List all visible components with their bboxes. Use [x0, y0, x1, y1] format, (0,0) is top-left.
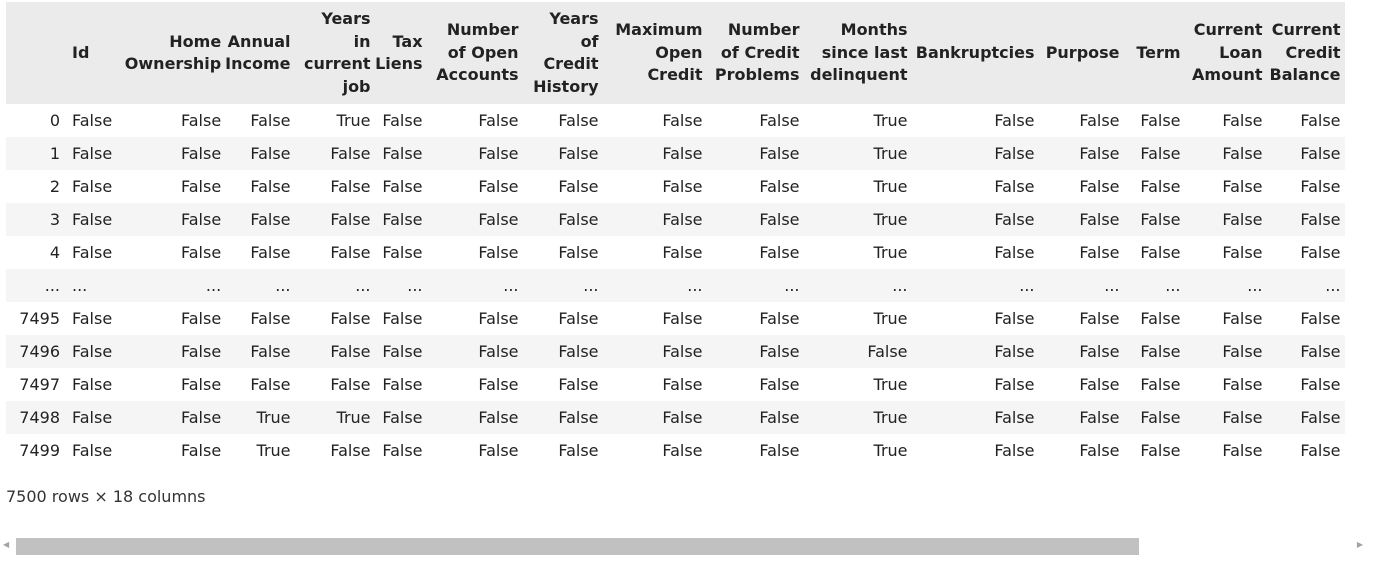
- table-cell: False: [382, 210, 423, 229]
- table-cell: False: [558, 441, 599, 460]
- table-cell: False: [759, 375, 800, 394]
- table-cell: ...: [1325, 276, 1341, 295]
- table-cell: False: [1222, 342, 1263, 361]
- column-header: [804, 2, 912, 104]
- row-index-cell: 1: [49, 144, 60, 163]
- column-header: [707, 2, 804, 104]
- column-header: [1124, 2, 1185, 104]
- table-cell: False: [382, 309, 423, 328]
- table-cell: True: [873, 309, 908, 328]
- table-cell: False: [994, 177, 1035, 196]
- table-cell: True: [873, 375, 908, 394]
- table-header: [6, 2, 1345, 104]
- table-row: [6, 104, 1345, 137]
- table-cell: False: [1300, 342, 1341, 361]
- table-cell: ...: [355, 276, 371, 295]
- table-cell: True: [873, 243, 908, 262]
- table-cell: False: [1079, 243, 1120, 262]
- row-index-cell: 7498: [19, 408, 60, 427]
- table-row: [6, 335, 1345, 368]
- table-cell: False: [250, 111, 291, 130]
- table-body: [6, 104, 1345, 467]
- table-cell: False: [181, 210, 222, 229]
- table-cell: False: [250, 243, 291, 262]
- table-cell: ...: [1165, 276, 1181, 295]
- table-cell: False: [1222, 441, 1263, 460]
- table-cell: False: [1140, 375, 1181, 394]
- column-header-line: Years: [549, 9, 599, 28]
- table-cell: True: [336, 408, 371, 427]
- table-cell: False: [1222, 111, 1263, 130]
- table-cell: False: [181, 243, 222, 262]
- table-cell: False: [382, 375, 423, 394]
- table-cell: False: [330, 177, 371, 196]
- table-cell: False: [72, 144, 113, 163]
- column-header: [1039, 2, 1124, 104]
- table-cell: False: [1140, 111, 1181, 130]
- table-cell: False: [478, 441, 519, 460]
- table-cell: True: [256, 408, 291, 427]
- table-cell: False: [759, 342, 800, 361]
- table-cell: True: [873, 210, 908, 229]
- table-cell: True: [873, 408, 908, 427]
- table-cell: False: [994, 342, 1035, 361]
- table-cell: False: [1300, 177, 1341, 196]
- table-cell: False: [181, 111, 222, 130]
- table-cell: False: [1140, 408, 1181, 427]
- table-cell: False: [382, 144, 423, 163]
- table-cell: False: [330, 441, 371, 460]
- table-cell: False: [662, 342, 703, 361]
- table-cell: False: [1079, 375, 1120, 394]
- column-header-line: of: [580, 31, 599, 51]
- table-cell: ...: [1247, 276, 1263, 295]
- table-cell: False: [1140, 441, 1181, 460]
- table-cell: False: [72, 342, 113, 361]
- row-index-cell: 3: [49, 210, 60, 229]
- table-cell: False: [181, 144, 222, 163]
- table-cell: False: [867, 342, 908, 361]
- table-cell: False: [1222, 243, 1263, 262]
- table-cell: False: [994, 243, 1035, 262]
- table-cell: False: [382, 408, 423, 427]
- table-cell: False: [662, 111, 703, 130]
- table-cell: False: [181, 177, 222, 196]
- scroll-left-arrow-icon[interactable]: ◀: [3, 540, 10, 549]
- column-header-line: Loan: [1219, 42, 1263, 62]
- column-header: [225, 2, 294, 104]
- table-cell: False: [759, 177, 800, 196]
- table-cell: False: [478, 342, 519, 361]
- column-header-line: current: [303, 54, 371, 73]
- table-cell: False: [558, 342, 599, 361]
- table-cell: ...: [503, 276, 519, 295]
- column-header-line: Months: [840, 20, 908, 40]
- column-header-line: Problems: [714, 65, 800, 85]
- table-cell: False: [558, 375, 599, 394]
- column-header: [375, 2, 427, 104]
- column-header-line: job: [342, 76, 371, 96]
- table-cell: ...: [1019, 276, 1035, 295]
- table-cell: False: [1079, 144, 1120, 163]
- table-cell: False: [1300, 441, 1341, 460]
- column-header: [603, 2, 707, 104]
- table-cell: False: [1140, 243, 1181, 262]
- table-cell: False: [558, 111, 599, 130]
- table-cell: False: [759, 243, 800, 262]
- column-header: [523, 2, 603, 104]
- table-cell: False: [994, 144, 1035, 163]
- column-header-line: Number: [727, 20, 800, 40]
- table-cell: False: [662, 408, 703, 427]
- table-cell: ...: [205, 276, 222, 295]
- table-cell: False: [478, 144, 519, 163]
- row-index-cell: 7495: [19, 309, 60, 328]
- table-cell: False: [662, 243, 703, 262]
- column-header-line: Ownership: [124, 54, 222, 73]
- column-header-line: Current: [1271, 20, 1341, 40]
- row-index-cell: 2: [49, 177, 60, 196]
- table-cell: False: [759, 309, 800, 328]
- table-cell: False: [72, 243, 113, 262]
- column-header-line: Years: [321, 9, 371, 28]
- table-cell: False: [1222, 210, 1263, 229]
- table-cell: False: [382, 177, 423, 196]
- horizontal-scrollbar[interactable]: [0, 534, 1379, 558]
- table-cell: False: [250, 144, 291, 163]
- table-cell: ...: [687, 276, 703, 295]
- column-header-line: of Credit: [720, 42, 800, 62]
- table-cell: False: [1222, 177, 1263, 196]
- table-cell: False: [994, 408, 1035, 427]
- table-cell: False: [72, 375, 113, 394]
- table-row: [6, 236, 1345, 269]
- table-cell: False: [330, 375, 371, 394]
- column-header: [427, 2, 523, 104]
- table-cell: False: [1222, 309, 1263, 328]
- table-cell: False: [478, 177, 519, 196]
- column-header-line: Liens: [375, 54, 423, 73]
- table-cell: False: [1300, 210, 1341, 229]
- table-cell: False: [558, 144, 599, 163]
- table-cell: False: [994, 210, 1035, 229]
- table-cell: False: [181, 375, 222, 394]
- column-header-line: Credit: [647, 65, 703, 85]
- table-row: [6, 137, 1345, 170]
- table-cell: ...: [583, 276, 599, 295]
- table-cell: False: [1079, 177, 1120, 196]
- column-header-line: Id: [72, 42, 90, 62]
- table-cell: False: [558, 243, 599, 262]
- column-header-line: Income: [225, 54, 291, 73]
- table-cell: False: [1300, 111, 1341, 130]
- table-row: [6, 434, 1345, 467]
- table-cell: False: [478, 375, 519, 394]
- row-index-cell: 7496: [19, 342, 60, 361]
- table-cell: True: [873, 177, 908, 196]
- table-cell: False: [72, 309, 113, 328]
- column-header-line: in: [353, 31, 371, 51]
- table-cell: ...: [72, 276, 88, 295]
- table-row: [6, 203, 1345, 236]
- table-cell: False: [1300, 309, 1341, 328]
- table-cell: False: [1140, 144, 1181, 163]
- table-cell: False: [558, 408, 599, 427]
- column-header-line: Current: [1193, 20, 1263, 40]
- table-cell: False: [759, 210, 800, 229]
- table-cell: False: [382, 243, 423, 262]
- column-header-line: delinquent: [810, 65, 908, 85]
- table-cell: False: [994, 111, 1035, 130]
- table-cell: ...: [892, 276, 908, 295]
- table-cell: False: [994, 375, 1035, 394]
- column-header-line: Open: [655, 42, 703, 62]
- column-header-line: Term: [1136, 42, 1181, 62]
- table-cell: False: [558, 210, 599, 229]
- table-cell: False: [662, 210, 703, 229]
- column-header-line: since last: [821, 42, 908, 62]
- column-header-line: Annual: [227, 31, 291, 51]
- table-cell: False: [72, 177, 113, 196]
- column-header-line: Credit: [1285, 42, 1341, 62]
- column-header-line: Home: [169, 31, 222, 51]
- table-cell: ...: [1104, 276, 1120, 295]
- table-cell: False: [759, 441, 800, 460]
- table-cell: False: [382, 441, 423, 460]
- table-cell: False: [1079, 111, 1120, 130]
- table-cell: False: [1300, 144, 1341, 163]
- table-cell: False: [1079, 408, 1120, 427]
- table-cell: False: [558, 309, 599, 328]
- table-cell: False: [662, 177, 703, 196]
- column-header-line: Accounts: [436, 65, 519, 85]
- column-header-line: Credit: [543, 54, 599, 73]
- table-cell: False: [250, 210, 291, 229]
- table-cell: False: [1140, 342, 1181, 361]
- column-header: [295, 2, 375, 104]
- table-cell: False: [330, 342, 371, 361]
- table-cell: False: [382, 111, 423, 130]
- table-row: [6, 170, 1345, 203]
- table-cell: False: [1222, 144, 1263, 163]
- table-cell: False: [250, 309, 291, 328]
- row-index-cell: ...: [44, 276, 60, 295]
- table-cell: ...: [275, 276, 291, 295]
- table-row: [6, 302, 1345, 335]
- column-header: [1185, 2, 1267, 104]
- table-cell: False: [558, 177, 599, 196]
- column-header: [64, 2, 116, 104]
- table-cell: False: [478, 243, 519, 262]
- table-cell: False: [181, 342, 222, 361]
- scroll-right-arrow-icon[interactable]: ▶: [1356, 540, 1363, 549]
- table-cell: False: [1222, 408, 1263, 427]
- table-row: [6, 269, 1345, 302]
- table-cell: False: [330, 309, 371, 328]
- row-index-cell: 0: [49, 111, 60, 130]
- column-header: [116, 2, 225, 104]
- row-index-cell: 4: [49, 243, 60, 262]
- table-cell: False: [1140, 309, 1181, 328]
- table-cell: True: [873, 144, 908, 163]
- table-cell: False: [1300, 375, 1341, 394]
- table-viewport[interactable]: [6, 2, 1379, 472]
- table-cell: False: [181, 309, 222, 328]
- table-cell: True: [256, 441, 291, 460]
- column-header-line: Maximum: [615, 20, 703, 40]
- table-cell: False: [662, 441, 703, 460]
- table-cell: False: [759, 111, 800, 130]
- table-cell: False: [1300, 243, 1341, 262]
- table-cell: ...: [407, 276, 423, 295]
- column-header-line: Tax: [392, 31, 423, 51]
- table-cell: False: [250, 177, 291, 196]
- table-cell: False: [330, 144, 371, 163]
- table-cell: False: [72, 111, 113, 130]
- table-cell: False: [181, 441, 222, 460]
- table-cell: False: [662, 375, 703, 394]
- column-header-line: Bankruptcies: [915, 42, 1035, 62]
- dataframe-table: [6, 2, 1345, 467]
- dataframe-shape-label: 7500 rows × 18 columns: [6, 487, 206, 506]
- table-cell: False: [1222, 375, 1263, 394]
- table-cell: True: [873, 111, 908, 130]
- table-cell: False: [994, 309, 1035, 328]
- column-header-line: Purpose: [1045, 42, 1120, 62]
- table-cell: False: [478, 111, 519, 130]
- table-cell: True: [336, 111, 371, 130]
- table-cell: ...: [784, 276, 800, 295]
- table-cell: False: [1079, 342, 1120, 361]
- table-cell: False: [1140, 177, 1181, 196]
- table-cell: False: [1079, 441, 1120, 460]
- table-cell: True: [873, 441, 908, 460]
- table-cell: False: [1140, 210, 1181, 229]
- scrollbar-thumb[interactable]: [16, 538, 1139, 555]
- header-row: [6, 2, 1345, 104]
- column-header: [1267, 2, 1345, 104]
- table-cell: False: [330, 243, 371, 262]
- table-cell: False: [330, 210, 371, 229]
- column-header: [912, 2, 1039, 104]
- table-row: [6, 368, 1345, 401]
- table-cell: False: [478, 309, 519, 328]
- table-cell: False: [382, 342, 423, 361]
- table-cell: False: [662, 309, 703, 328]
- table-cell: False: [1079, 210, 1120, 229]
- table-cell: False: [759, 408, 800, 427]
- column-header-line: History: [533, 76, 599, 96]
- table-cell: False: [478, 210, 519, 229]
- table-cell: False: [72, 210, 113, 229]
- table-cell: False: [1300, 408, 1341, 427]
- column-header-line: Amount: [1192, 65, 1263, 85]
- table-cell: False: [994, 441, 1035, 460]
- table-cell: False: [1079, 309, 1120, 328]
- table-cell: False: [72, 408, 113, 427]
- table-cell: False: [72, 441, 113, 460]
- column-header-line: of Open: [447, 42, 519, 62]
- table-cell: False: [759, 144, 800, 163]
- row-index-cell: 7499: [19, 441, 60, 460]
- table-cell: False: [478, 408, 519, 427]
- row-index-cell: 7497: [19, 375, 60, 394]
- index-header: [6, 2, 64, 104]
- column-header-line: Number: [446, 20, 519, 40]
- table-row: [6, 401, 1345, 434]
- column-header-line: Balance: [1269, 65, 1341, 85]
- table-cell: False: [250, 375, 291, 394]
- table-cell: False: [662, 144, 703, 163]
- table-cell: False: [181, 408, 222, 427]
- table-cell: False: [250, 342, 291, 361]
